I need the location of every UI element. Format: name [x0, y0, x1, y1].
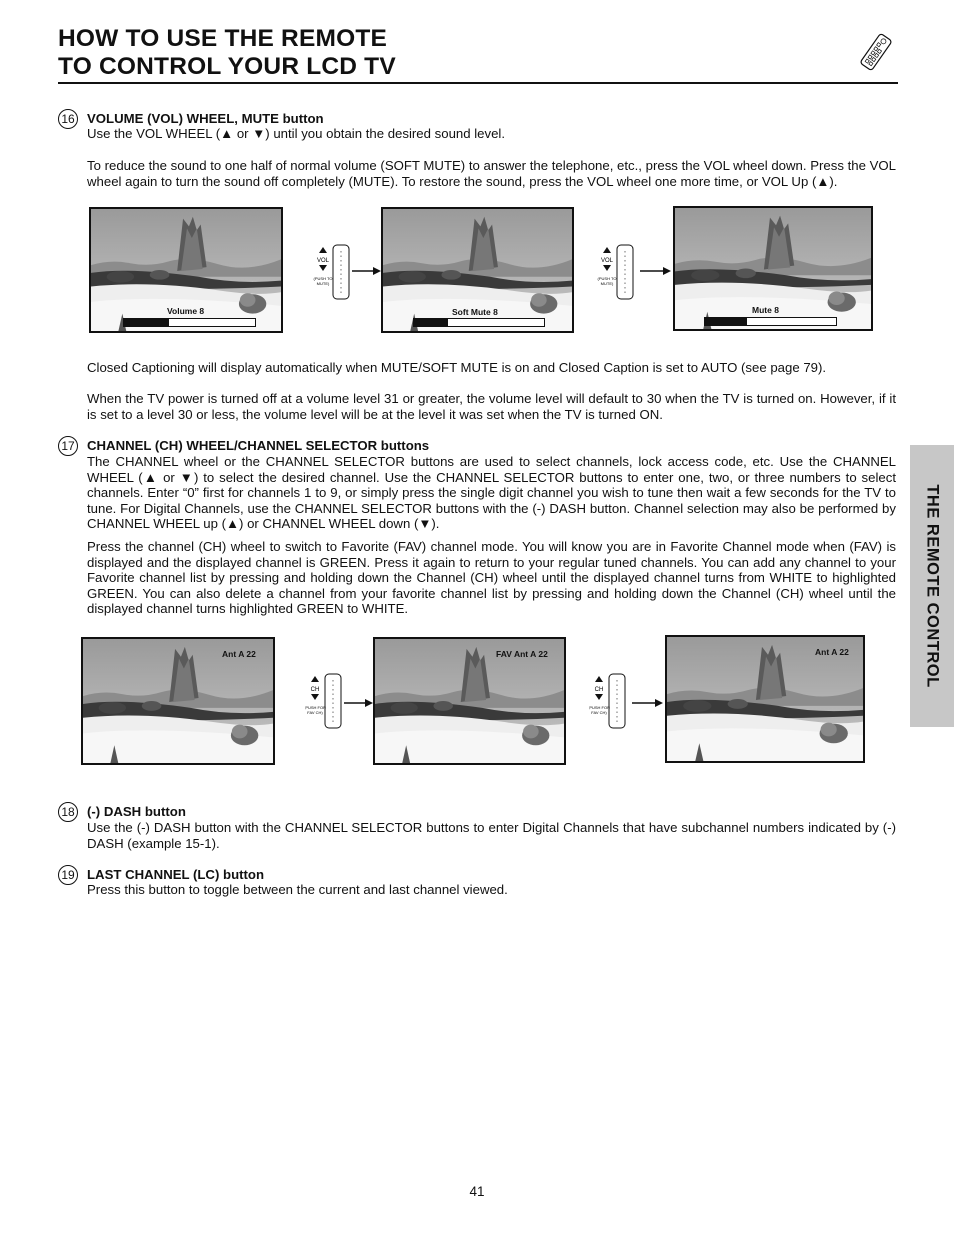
section-heading-dash: (-) DASH button [87, 804, 186, 819]
volume-paragraph-3: Closed Captioning will display automatically when MUTE/SOFT MUTE is on and Closed Caption is set to AUTO (see page 79). [87, 360, 827, 375]
channel-paragraph-2: Press the channel (CH) wheel to switch to Favorite (FAV) channel mode. You will know you are in Favorite Channel mode when (FAV) is displayed and the displayed channel is GREEN. Press it again to return to your regular tuned channels. You can add any channel to your Favorite channel list by pressing and holding down the Channel (CH) wheel until the displayed channel turns from WHITE to highlighted GREEN. You can also delete a channel from your favorite channel list by pressing and holding down the Channel (CH) wheel until the displayed channel turns highlighted GREEN to WHITE. [87, 539, 896, 617]
section-number-16: 16 [58, 109, 78, 129]
volume-bar [704, 317, 837, 326]
section-heading-last-channel: LAST CHANNEL (LC) button [87, 867, 265, 882]
section-number-19: 19 [58, 865, 78, 885]
section-heading-volume: VOLUME (VOL) WHEEL, MUTE button [87, 111, 324, 126]
volume-paragraph-2: To reduce the sound to one half of normal volume (SOFT MUTE) to answer the telephone, etc., press the VOL wheel down. Press the VOL wheel again to turn the sound off completely (MUTE). To restore the sound, press the VOL wheel one more time, or VOL Up (▲). [87, 158, 896, 189]
arrow-icon [352, 266, 382, 276]
arrow-icon [344, 698, 374, 708]
tv-screen-volume [89, 207, 283, 333]
tv-screen-channel-returned [665, 635, 865, 763]
osd-volume-label: Volume 8 [167, 306, 205, 316]
channel-paragraph-1: The CHANNEL wheel or the CHANNEL SELECTOR buttons are used to select channels, lock access code, etc. Use the CHANNEL WHEEL (▲ or ▼) to select the desired channel. Use the CHANNEL SELECTOR buttons to enter one, two, or three numbers to select channels. Enter “0” first for channels 1 to 9, or simply press the single digit channel you wish to tune then wait a few seconds for the TV to tune. For Digital Channels, use the CHANNEL SELECTOR buttons with the (-) DASH button. Channel selection may also be performed by CHANNEL WHEEL up (▲) or CHANNEL WHEEL down (▼). [87, 454, 896, 532]
tv-screen-fav-channel [373, 637, 566, 765]
page-title [58, 25, 396, 81]
ch-wheel-2 [589, 672, 637, 752]
osd-fav-channel-label: FAV Ant A 22 [496, 649, 548, 659]
last-channel-paragraph: Press this button to toggle between the current and last channel viewed. [87, 882, 508, 897]
remote-control-icon [852, 28, 900, 76]
osd-channel-label: Ant A 22 [222, 649, 256, 659]
osd-channel-label: Ant A 22 [815, 647, 849, 657]
tv-screen-channel [81, 637, 275, 765]
volume-bar-fill [414, 319, 448, 326]
osd-soft-mute-label: Soft Mute 8 [452, 307, 498, 317]
title-line-2: TO CONTROL YOUR LCD TV [58, 53, 396, 80]
vol-wheel-2 [597, 243, 645, 323]
header-rule [58, 82, 898, 84]
tv-screen-mute [673, 206, 873, 331]
section-number-17: 17 [58, 436, 78, 456]
volume-bar [123, 318, 256, 327]
tv-screen-soft-mute [381, 207, 574, 333]
ch-wheel-1 [305, 672, 353, 752]
section-side-tab [910, 445, 954, 727]
volume-paragraph-1: Use the VOL WHEEL (▲ or ▼) until you obtain the desired sound level. [87, 126, 506, 141]
arrow-icon [640, 266, 672, 276]
page-number: 41 [469, 1184, 485, 1199]
dash-paragraph: Use the (-) DASH button with the CHANNEL SELECTOR buttons to enter Digital Channels that have subchannel numbers indicated by (-) DASH (example 15-1). [87, 820, 896, 851]
vol-wheel-1 [313, 243, 361, 323]
arrow-icon [632, 698, 664, 708]
volume-paragraph-4: When the TV power is turned off at a volume level 31 or greater, the volume level will default to 30 when the TV is turned on. However, if it is set to a level 30 or less, the volume level will be at the level it was set when the TV is turned ON. [87, 391, 896, 422]
section-number-18: 18 [58, 802, 78, 822]
volume-bar-fill [705, 318, 747, 325]
volume-bar [413, 318, 545, 327]
title-line-1: HOW TO USE THE REMOTE [58, 25, 388, 52]
volume-bar-fill [124, 319, 169, 326]
osd-mute-label: Mute 8 [752, 305, 779, 315]
section-heading-channel: CHANNEL (CH) WHEEL/CHANNEL SELECTOR buttons [87, 438, 430, 453]
side-tab-label: THE REMOTE CONTROL [923, 484, 942, 688]
